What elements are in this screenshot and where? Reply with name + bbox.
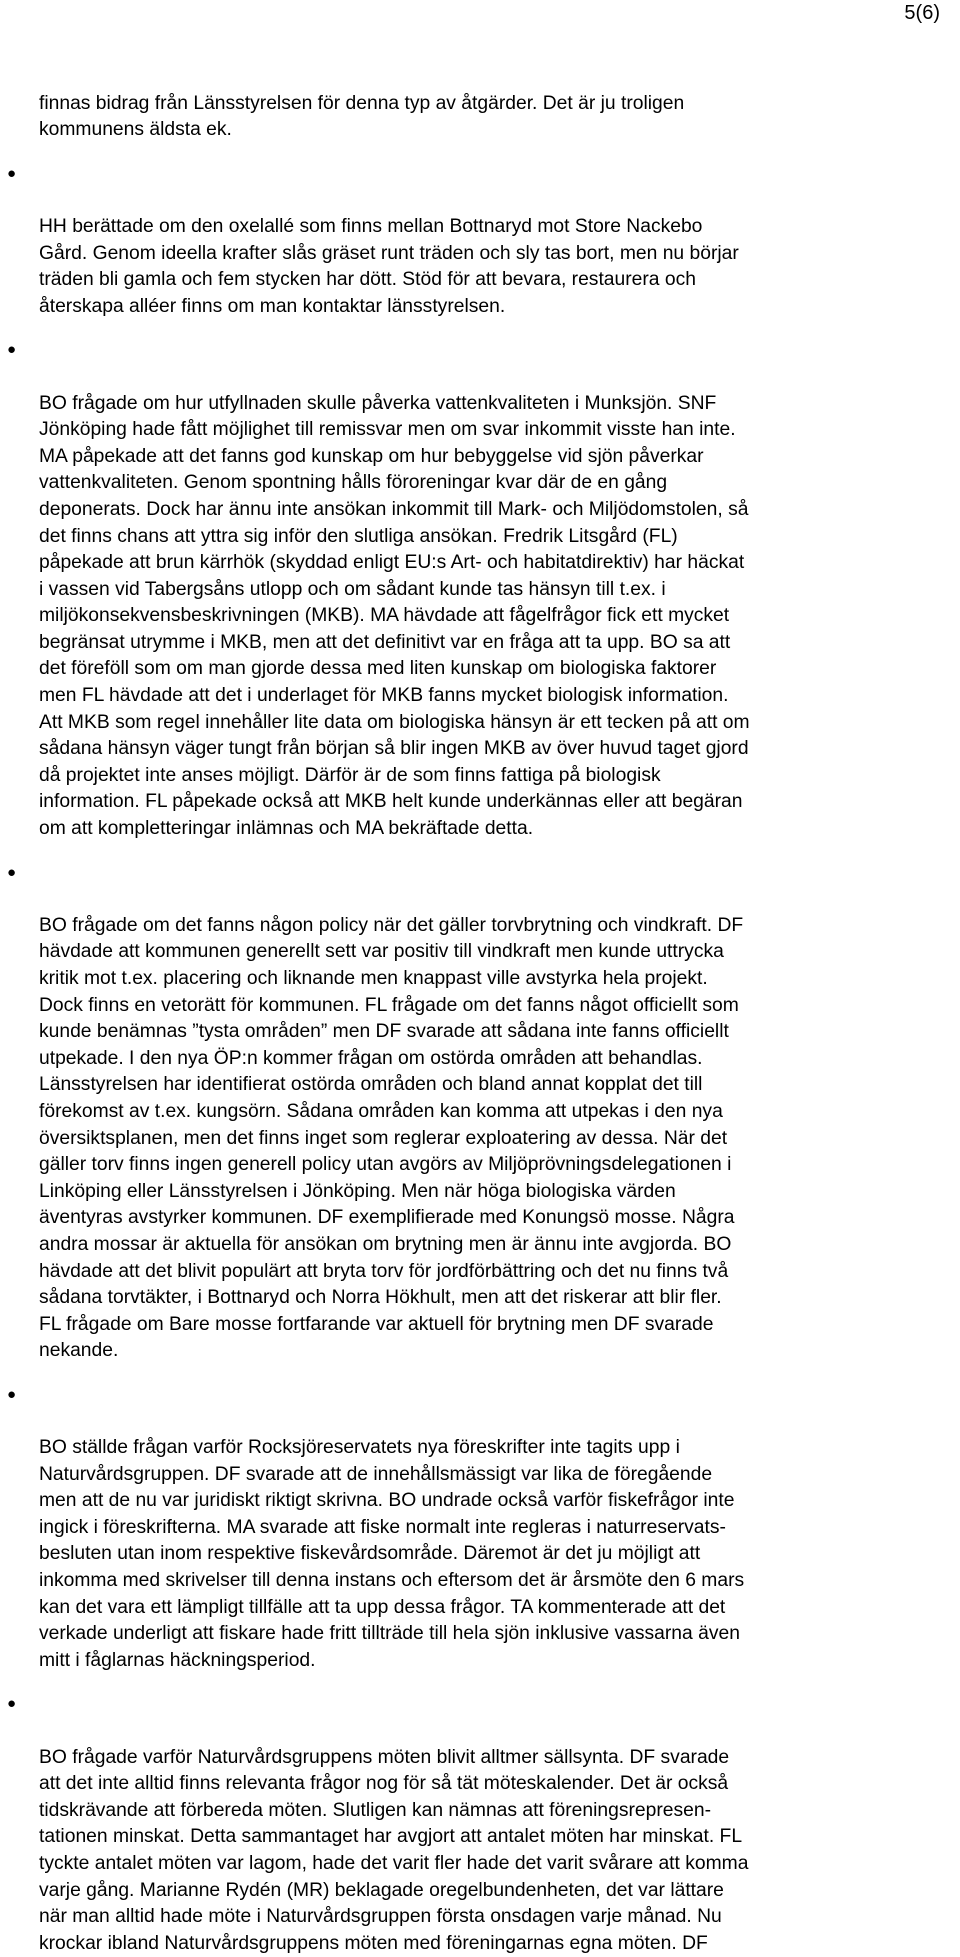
bullet-item — [0, 161, 960, 321]
page-number: 5(6) — [904, 2, 940, 24]
paragraph-text: finnas bidrag från Länsstyrelsen för denna typ av åtgärder. Det är ju troligen kommunens äldsta ek. — [39, 92, 685, 141]
bullet-icon: ● — [7, 341, 17, 359]
bullet-icon: ● — [7, 164, 17, 182]
bullet-icon: ● — [7, 863, 17, 881]
bullet-item — [0, 337, 960, 842]
bullet-item — [0, 1382, 960, 1675]
bullet-icon: ● — [7, 1695, 17, 1713]
bullet-item — [0, 860, 960, 1365]
paragraph-continuation — [0, 64, 960, 144]
bullet-item-text: BO ställde frågan varför Rocksjöreservatets nya föreskrifter inte tagits upp i Naturvårdsgruppen. DF svarade att de innehållsmässigt var lika de föregående men att de nu var juridiskt riktigt skrivna. BO undrade också varför fiskefrågor inte ingick i föreskrifterna. MA svarade att fiske normalt inte regleras i naturreservats- besluten utan inom respektive fiskevårdsområde. Däremot är det ju möjligt att inkomma med skrivelser till denna instans och eftersom det är årsmöte den 6 mars kan det vara ett lämpligt tillfälle att ta upp dessa frågor. TA kommenterade att det verkade underligt att fiskare hade fritt tillträde till hela sjön inklusive vassarna även mitt i fåglarnas häckningsperiod. — [39, 1437, 745, 1671]
bullet-item-text: HH berättade om den oxelallé som finns mellan Bottnaryd mot Store Nackebo Gård. Genom ideella krafter slås gräset runt träden och sly tas bort, men nu börjar träden bli gamla och fem stycken har dött. Stöd för att bevara, restaurera och återskapa alléer finns om man kontaktar länsstyrelsen. — [39, 215, 739, 317]
document-body — [0, 64, 960, 1957]
bullet-icon: ● — [7, 1385, 17, 1403]
bullet-item-text: BO frågade om det fanns någon policy när det gäller torvbrytning och vindkraft. DF hävdade att kommunen generellt sett var positiv till vindkraft men kunde uttrycka kritik mot t.ex. placering och liknande men knappast ville avstyrka hela projekt. Dock finns en vetorätt för kommunen. FL frågade om det fanns något officiellt som kunde benämnas ”tysta områden” men DF svarade att sådana inte fanns officiellt utpekade. I den nya ÖP:n kommer frågan om ostörda områden att behandlas. Länsstyrelsen har identifierat ostörda områden och bland annat kopplat det till förekomst av t.ex. kungsörn. Sådana områden kan komma att utpekas i den nya översiktsplanen, men det finns inget som reglerar exploatering av dessa. När det gäller torv finns ingen generell policy utan avgörs av Miljöprövningsdelegationen i Linköping eller Länsstyrelsen i Jönköping. Men när höga biologiska värden äventyras avstyrker kommunen. DF exemplifierade med Konungsö mosse. Några andra mossar är aktuella för ansökan om brytning men är ännu inte avgjorda. BO hävdade att det blivit populärt att bryta torv för jordförbättring och det nu finns två sådana torvtäkter, i Bottnaryd och Norra Hökhult, men att det riskerar att blir fler. FL frågade om Bare mosse fortfarande var aktuell för brytning men DF svarade nekande. — [39, 914, 744, 1362]
bullet-item — [0, 1691, 960, 1957]
bullet-item-text: BO frågade varför Naturvårdsgruppens möten blivit alltmer sällsynta. DF svarade att det inte alltid finns relevanta frågor nog för så tät möteskalender. Det är också tidskrävande att förbereda möten. Slutligen kan nämnas att föreningsrepresen- tationen minskat. Detta sammantaget har avgjort att antalet möten har minskat. FL tyckte antalet möten var lagom, hade det varit fler hade det varit svårare att komma varje gång. Marianne Rydén (MR) beklagade oregelbundenheten, det var lättare när man alltid hade möte i Naturvårdsgruppen första onsdagen varje månad. Nu krockar ibland Naturvårdsgruppens möten med föreningarnas egna möten. DF — [39, 1746, 749, 1954]
bullet-item-text: BO frågade om hur utfyllnaden skulle påverka vattenkvaliteten i Munksjön. SNF Jönköping hade fått möjlighet till remissvar men om svar inkommit visste han inte. MA påpekade att det fanns god kunskap om hur bebyggelse vid sjön påverkar vattenkvaliteten. Genom spontning hålls föroreningar kvar där de en gång deponerats. Dock har ännu inte ansökan inkommit till Mark- och Miljödomstolen, så det finns chans att yttra sig inför den slutliga ansökan. Fredrik Litsgård (FL) påpekade att brun kärrhök (skyddad enligt EU:s Art- och habitatdirektiv) har häckat i vassen vid Tabergsåns utlopp och om sådant kunde tas hänsyn till t.ex. i miljökonsekvensbeskrivningen (MKB). MA hävdade att fågelfrågor fick ett mycket begränsat utrymme i MKB, men att det definitivt var en fråga att ta upp. BO sa att det föreföll som om man gjorde dessa med liten kunskap om biologiska faktorer men FL hävdade att det i underlaget för MKB fanns mycket biologisk information. Att MKB som regel innehåller lite data om biologiska hänsyn är ett tecken på att om sådana hänsyn väger tungt från början så blir ingen MKB av över huvud taget gjord då projektet inte anses möjligt. Därför är de som finns fattiga på biologisk information. FL påpekade också att MKB helt kunde underkännas eller att begäran om att kompletteringar inlämnas och MA bekräftade detta. — [39, 392, 750, 840]
